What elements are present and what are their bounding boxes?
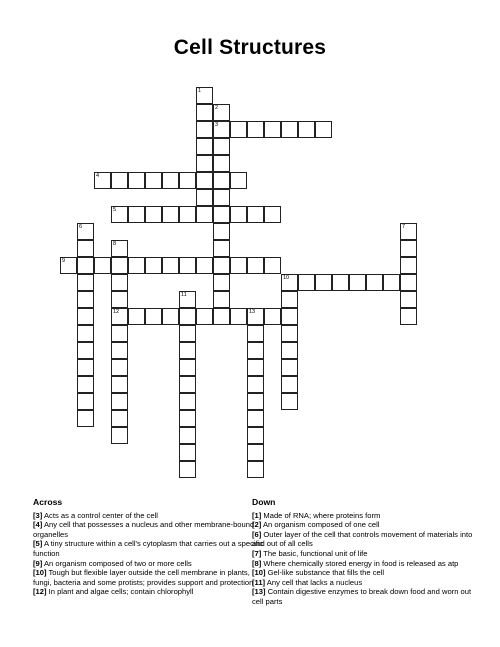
clue-text: Outer layer of the cell that controls movement of materials into and out of all cells [252, 529, 473, 549]
grid-cell[interactable] [230, 308, 247, 325]
grid-cell[interactable] [145, 206, 162, 223]
clue-number-label: 4 [96, 173, 100, 179]
grid-cell[interactable] [196, 138, 213, 155]
grid-cell[interactable] [77, 342, 94, 359]
grid-cell[interactable] [77, 393, 94, 410]
grid-cell[interactable] [366, 274, 383, 291]
grid-cell[interactable] [230, 257, 247, 274]
grid-cell[interactable] [196, 87, 213, 104]
grid-cell[interactable] [400, 240, 417, 257]
grid-cell[interactable] [196, 189, 213, 206]
grid-cell[interactable] [213, 291, 230, 308]
grid-cell[interactable] [196, 206, 213, 223]
grid-cell[interactable] [230, 121, 247, 138]
clue-text: A tiny structure within a cell's cytoplasm that carries out a specific function [33, 539, 264, 558]
grid-cell[interactable] [281, 376, 298, 393]
grid-cell[interactable] [145, 308, 162, 325]
grid-cell[interactable] [281, 291, 298, 308]
grid-cell[interactable] [230, 206, 247, 223]
grid-cell[interactable] [315, 274, 332, 291]
grid-cell[interactable] [77, 376, 94, 393]
grid-cell[interactable] [179, 427, 196, 444]
grid-cell[interactable] [213, 189, 230, 206]
grid-cell[interactable] [247, 444, 264, 461]
clue-number: [4] [33, 520, 43, 530]
grid-cell[interactable] [77, 291, 94, 308]
grid-cell[interactable] [94, 257, 111, 274]
grid-cell[interactable] [196, 172, 213, 189]
clue-number-label: 5 [113, 207, 117, 213]
grid-cell[interactable] [213, 138, 230, 155]
clue-number-label: 7 [402, 224, 406, 230]
grid-cell[interactable] [247, 427, 264, 444]
grid-cell[interactable] [60, 257, 77, 274]
down-clue [252, 578, 484, 588]
clue-number: [5] [33, 539, 43, 549]
clue-text: The basic, functional unit of life [261, 548, 368, 558]
grid-cell[interactable] [111, 172, 128, 189]
down-clue [252, 511, 484, 521]
grid-cell[interactable] [247, 393, 264, 410]
across-clue-list [33, 511, 265, 597]
grid-cell[interactable] [213, 155, 230, 172]
grid-cell[interactable] [247, 308, 264, 325]
grid-cell[interactable] [77, 359, 94, 376]
clue-text: Tough but flexible layer outside the cell membrane in plants, fungi, bacteria and some protists; provides support and protection [33, 568, 254, 587]
down-clue-list [252, 511, 484, 607]
page-title: Cell Structures [173, 36, 327, 59]
grid-cell[interactable] [281, 342, 298, 359]
clue-number: [3] [33, 510, 43, 520]
grid-cell[interactable] [162, 257, 179, 274]
across-clue [33, 539, 265, 558]
grid-cell[interactable] [196, 104, 213, 121]
clue-text: Any cell that possesses a nucleus and other membrane-bound organelles [33, 520, 255, 539]
clue-number: [12] [33, 587, 47, 597]
grid-cell[interactable] [179, 172, 196, 189]
grid-cell[interactable] [281, 359, 298, 376]
grid-cell[interactable] [179, 308, 196, 325]
grid-cell[interactable] [332, 274, 349, 291]
grid-cell[interactable] [247, 121, 264, 138]
grid-cell[interactable] [111, 393, 128, 410]
grid-cell[interactable] [179, 376, 196, 393]
grid-cell[interactable] [77, 274, 94, 291]
grid-cell[interactable] [315, 121, 332, 138]
grid-cell[interactable] [247, 461, 264, 478]
grid-cell[interactable] [230, 172, 247, 189]
grid-cell[interactable] [179, 461, 196, 478]
grid-cell[interactable] [213, 104, 230, 121]
clue-number: [9] [33, 558, 43, 568]
grid-cell[interactable] [213, 257, 230, 274]
clue-number: [7] [252, 548, 262, 558]
grid-cell[interactable] [77, 325, 94, 342]
clue-text: Acts as a control center of the cell [42, 510, 158, 520]
clue-number-label: 8 [113, 241, 117, 247]
grid-cell[interactable] [247, 206, 264, 223]
grid-cell[interactable] [349, 274, 366, 291]
clue-number: [11] [252, 577, 266, 587]
grid-cell[interactable] [111, 274, 128, 291]
across-clue [33, 559, 265, 569]
across-clue [33, 568, 265, 587]
grid-cell[interactable] [77, 308, 94, 325]
grid-cell[interactable] [264, 206, 281, 223]
grid-cell[interactable] [196, 257, 213, 274]
grid-cell[interactable] [77, 410, 94, 427]
grid-cell[interactable] [298, 274, 315, 291]
grid-cell[interactable] [111, 291, 128, 308]
grid-cell[interactable] [400, 223, 417, 240]
grid-cell[interactable] [383, 274, 400, 291]
clue-number: [1] [252, 510, 262, 520]
grid-cell[interactable] [213, 274, 230, 291]
grid-cell[interactable] [111, 240, 128, 257]
across-clues [33, 498, 265, 597]
clue-number-label: 1 [198, 88, 202, 94]
grid-cell[interactable] [179, 325, 196, 342]
grid-cell[interactable] [94, 172, 111, 189]
grid-cell[interactable] [247, 325, 264, 342]
grid-cell[interactable] [179, 291, 196, 308]
clue-text: An organism composed of one cell [261, 520, 380, 530]
across-clue [33, 520, 265, 539]
grid-cell[interactable] [264, 257, 281, 274]
clue-number-label: 11 [181, 292, 187, 298]
grid-cell[interactable] [77, 240, 94, 257]
grid-cell[interactable] [111, 325, 128, 342]
down-clues [252, 498, 484, 607]
clue-number-label: 12 [113, 309, 120, 315]
grid-cell[interactable] [77, 223, 94, 240]
grid-cell[interactable] [128, 172, 145, 189]
clue-number-label: 9 [62, 258, 66, 264]
down-clue [252, 559, 484, 569]
grid-cell[interactable] [179, 257, 196, 274]
clue-number: [2] [252, 520, 262, 530]
clue-number: [13] [252, 587, 266, 597]
grid-cell[interactable] [179, 359, 196, 376]
grid-cell[interactable] [400, 257, 417, 274]
grid-cell[interactable] [213, 308, 230, 325]
grid-cell[interactable] [400, 274, 417, 291]
grid-cell[interactable] [162, 172, 179, 189]
grid-cell[interactable] [400, 308, 417, 325]
grid-cell[interactable] [213, 172, 230, 189]
grid-cell[interactable] [128, 257, 145, 274]
grid-cell[interactable] [111, 359, 128, 376]
grid-cell[interactable] [281, 274, 298, 291]
grid-cell[interactable] [128, 206, 145, 223]
grid-cell[interactable] [179, 444, 196, 461]
grid-cell[interactable] [213, 206, 230, 223]
grid-cell[interactable] [264, 308, 281, 325]
down-clue [252, 520, 484, 530]
grid-cell[interactable] [111, 308, 128, 325]
grid-cell[interactable] [196, 308, 213, 325]
clue-number-label: 13 [249, 309, 256, 315]
clue-number: [6] [252, 529, 262, 539]
down-clue [252, 587, 484, 606]
clue-text: An organism composed of two or more cells [42, 558, 192, 568]
across-heading: Across [33, 497, 63, 507]
grid-cell[interactable] [298, 121, 315, 138]
down-heading: Down [252, 497, 276, 507]
grid-cell[interactable] [145, 257, 162, 274]
grid-cell[interactable] [213, 240, 230, 257]
down-clue [252, 530, 484, 549]
grid-cell[interactable] [111, 206, 128, 223]
clue-text: In plant and algae cells; contain chlorophyll [46, 587, 194, 597]
grid-cell[interactable] [111, 342, 128, 359]
clue-text: Where chemically stored energy in food is released as atp [261, 558, 459, 568]
clue-number: [10] [33, 568, 47, 578]
grid-cell[interactable] [111, 427, 128, 444]
grid-cell[interactable] [77, 257, 94, 274]
grid-cell[interactable] [281, 393, 298, 410]
grid-cell[interactable] [111, 257, 128, 274]
grid-cell[interactable] [111, 410, 128, 427]
across-clue [33, 511, 265, 521]
grid-cell[interactable] [128, 308, 145, 325]
grid-cell[interactable] [281, 325, 298, 342]
grid-cell[interactable] [247, 410, 264, 427]
down-clue [252, 568, 484, 578]
grid-cell[interactable] [179, 393, 196, 410]
grid-cell[interactable] [162, 206, 179, 223]
grid-cell[interactable] [281, 121, 298, 138]
clue-text: Any cell that lacks a nucleus [265, 577, 363, 587]
grid-cell[interactable] [179, 342, 196, 359]
clue-text: Gel-like substance that fills the cell [265, 568, 385, 578]
grid-cell[interactable] [111, 376, 128, 393]
clue-number-label: 6 [79, 224, 83, 230]
grid-cell[interactable] [281, 308, 298, 325]
across-clue [33, 587, 265, 597]
clue-number-label: 2 [215, 105, 219, 111]
clue-number-label: 10 [283, 275, 290, 281]
grid-cell[interactable] [247, 257, 264, 274]
grid-cell[interactable] [179, 410, 196, 427]
clue-number: [10] [252, 568, 266, 578]
clue-number-label: 3 [215, 122, 219, 128]
grid-cell[interactable] [196, 121, 213, 138]
grid-cell[interactable] [162, 308, 179, 325]
grid-cell[interactable] [179, 206, 196, 223]
grid-cell[interactable] [264, 121, 281, 138]
grid-cell[interactable] [247, 359, 264, 376]
clue-number: [8] [252, 558, 262, 568]
grid-cell[interactable] [196, 155, 213, 172]
grid-cell[interactable] [213, 223, 230, 240]
grid-cell[interactable] [400, 291, 417, 308]
grid-cell[interactable] [247, 342, 264, 359]
clue-text: Made of RNA; where proteins form [261, 510, 381, 520]
clue-text: Contain digestive enzymes to break down food and worn out cell parts [252, 587, 472, 606]
down-clue [252, 549, 484, 559]
grid-cell[interactable] [213, 121, 230, 138]
grid-cell[interactable] [145, 172, 162, 189]
grid-cell[interactable] [247, 376, 264, 393]
